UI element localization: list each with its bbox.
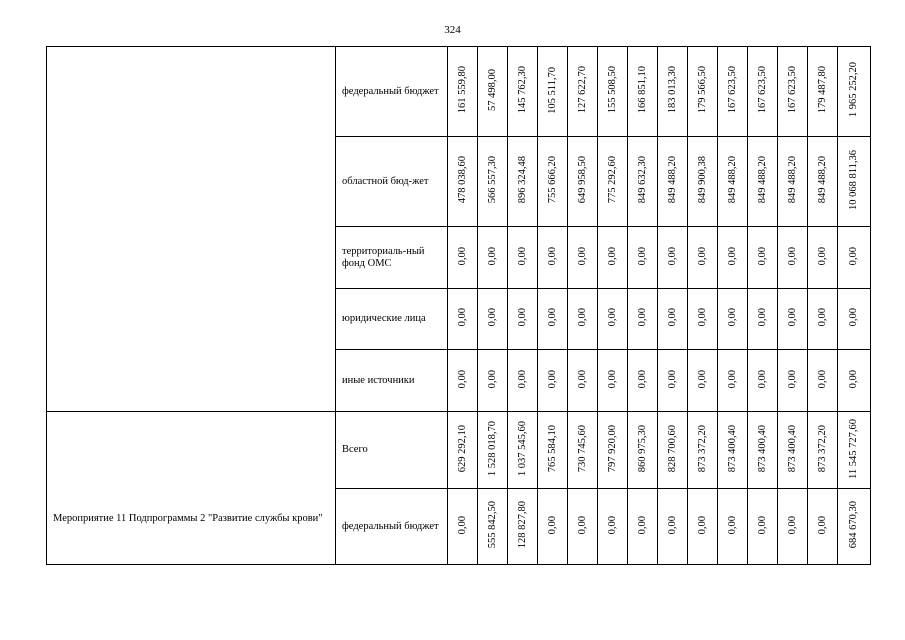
value-text: 0,00 bbox=[486, 369, 498, 389]
value-text: 0,00 bbox=[786, 246, 798, 266]
page-number: 324 bbox=[444, 24, 461, 36]
value-text: 0,00 bbox=[786, 308, 798, 327]
value-text: 0,00 bbox=[456, 246, 468, 266]
value-cell bbox=[808, 227, 838, 289]
value-text: 0,00 bbox=[516, 246, 528, 266]
value-text: 127 622,70 bbox=[576, 66, 588, 114]
value-text: 1 528 018,70 bbox=[486, 420, 498, 477]
value-cell bbox=[478, 489, 508, 565]
value-text: 0,00 bbox=[516, 369, 528, 389]
value-text: 105 511,70 bbox=[546, 66, 558, 114]
value-text: 730 745,60 bbox=[576, 424, 588, 473]
value-text: 11 545 727,60 bbox=[848, 418, 859, 479]
value-text: 0,00 bbox=[606, 308, 618, 327]
funding-source-label: федеральный бюджет bbox=[342, 520, 439, 532]
value-text: 179 566,50 bbox=[696, 66, 708, 114]
value-cell bbox=[568, 412, 598, 489]
value-text: 167 623,50 bbox=[786, 66, 798, 114]
value-text: 1 965 252,20 bbox=[848, 62, 859, 118]
value-text: 0,00 bbox=[546, 308, 558, 327]
table-row bbox=[47, 47, 871, 137]
value-text: 849 632,30 bbox=[636, 156, 648, 204]
value-text: 849 488,20 bbox=[816, 156, 828, 204]
value-text: 0,00 bbox=[816, 515, 828, 535]
value-cell bbox=[598, 489, 628, 565]
value-text: 0,00 bbox=[546, 369, 558, 389]
value-cell bbox=[448, 412, 478, 489]
value-text: 849 488,20 bbox=[666, 156, 678, 204]
value-text: 873 400,40 bbox=[726, 424, 738, 473]
value-cell bbox=[718, 137, 748, 227]
funding-source-label: территориаль-ный фонд ОМС bbox=[342, 245, 425, 269]
value-text: 167 623,50 bbox=[726, 66, 738, 114]
value-cell bbox=[448, 350, 478, 412]
value-cell bbox=[838, 47, 871, 137]
value-text: 145 762,30 bbox=[516, 66, 528, 114]
value-cell bbox=[628, 489, 658, 565]
value-cell bbox=[838, 489, 871, 565]
value-text: 0,00 bbox=[636, 246, 648, 266]
value-cell bbox=[448, 489, 478, 565]
value-text: 849 488,20 bbox=[726, 156, 738, 204]
value-text: 0,00 bbox=[606, 246, 618, 266]
value-text: 0,00 bbox=[606, 515, 618, 535]
funding-source-cell bbox=[336, 289, 448, 350]
value-cell bbox=[658, 47, 688, 137]
value-text: 860 975,30 bbox=[636, 424, 648, 473]
funding-source-cell bbox=[336, 350, 448, 412]
value-text: 0,00 bbox=[576, 369, 588, 389]
funding-source-cell bbox=[336, 137, 448, 227]
value-text: 0,00 bbox=[456, 515, 468, 535]
value-cell bbox=[658, 412, 688, 489]
value-cell bbox=[568, 47, 598, 137]
table-row bbox=[47, 412, 871, 489]
value-cell bbox=[718, 289, 748, 350]
value-text: 0,00 bbox=[786, 369, 798, 389]
value-cell bbox=[658, 350, 688, 412]
value-cell bbox=[598, 47, 628, 137]
value-text: 873 372,20 bbox=[816, 424, 828, 473]
value-text: 0,00 bbox=[576, 308, 588, 327]
value-cell bbox=[598, 227, 628, 289]
value-cell bbox=[658, 489, 688, 565]
value-text: 0,00 bbox=[636, 515, 648, 535]
value-cell bbox=[808, 350, 838, 412]
value-text: 0,00 bbox=[636, 369, 648, 389]
event-cell bbox=[47, 47, 336, 412]
value-text: 0,00 bbox=[546, 246, 558, 266]
value-text: 57 498,00 bbox=[486, 69, 498, 111]
value-cell bbox=[778, 47, 808, 137]
value-cell bbox=[658, 289, 688, 350]
value-cell bbox=[568, 137, 598, 227]
value-cell bbox=[478, 227, 508, 289]
value-cell bbox=[718, 47, 748, 137]
value-cell bbox=[748, 47, 778, 137]
value-cell bbox=[688, 489, 718, 565]
value-cell bbox=[718, 489, 748, 565]
value-text: 849 488,20 bbox=[786, 156, 798, 204]
value-text: 0,00 bbox=[726, 369, 738, 389]
value-text: 166 851,10 bbox=[636, 66, 648, 114]
value-text: 0,00 bbox=[456, 369, 468, 389]
value-cell bbox=[478, 412, 508, 489]
value-text: 0,00 bbox=[576, 515, 588, 535]
value-text: 1 037 545,60 bbox=[516, 420, 528, 477]
value-cell bbox=[748, 289, 778, 350]
value-cell bbox=[628, 350, 658, 412]
value-cell bbox=[538, 489, 568, 565]
funding-source-label: федеральный бюджет bbox=[342, 85, 439, 97]
value-cell bbox=[508, 47, 538, 137]
funding-source-cell bbox=[336, 489, 448, 565]
value-text: 0,00 bbox=[848, 308, 859, 327]
value-cell bbox=[778, 137, 808, 227]
value-text: 167 623,50 bbox=[756, 66, 768, 114]
value-cell bbox=[478, 137, 508, 227]
funding-source-label: иные источники bbox=[342, 374, 415, 386]
value-cell bbox=[508, 350, 538, 412]
funding-table bbox=[46, 46, 871, 565]
value-cell bbox=[778, 412, 808, 489]
value-text: 0,00 bbox=[486, 308, 498, 327]
value-cell bbox=[448, 227, 478, 289]
value-cell bbox=[628, 47, 658, 137]
value-text: 0,00 bbox=[696, 308, 708, 327]
value-cell bbox=[538, 350, 568, 412]
value-cell bbox=[838, 137, 871, 227]
value-cell bbox=[838, 350, 871, 412]
event-cell bbox=[47, 412, 336, 565]
value-text: 755 666,20 bbox=[546, 156, 558, 204]
value-text: 0,00 bbox=[516, 308, 528, 327]
value-text: 0,00 bbox=[816, 308, 828, 327]
value-text: 649 958,50 bbox=[576, 156, 588, 204]
value-cell bbox=[568, 350, 598, 412]
value-cell bbox=[628, 289, 658, 350]
value-text: 566 557,30 bbox=[486, 156, 498, 204]
value-cell bbox=[508, 489, 538, 565]
value-cell bbox=[508, 227, 538, 289]
value-text: 765 584,10 bbox=[546, 424, 558, 473]
value-cell bbox=[808, 289, 838, 350]
value-cell bbox=[568, 289, 598, 350]
value-text: 828 700,60 bbox=[666, 424, 678, 473]
value-cell bbox=[538, 47, 568, 137]
value-cell bbox=[748, 489, 778, 565]
value-text: 0,00 bbox=[816, 369, 828, 389]
value-cell bbox=[658, 227, 688, 289]
value-text: 797 920,00 bbox=[606, 424, 618, 473]
funding-source-cell bbox=[336, 412, 448, 489]
value-cell bbox=[478, 47, 508, 137]
value-text: 555 842,50 bbox=[486, 501, 498, 549]
value-text: 684 670,30 bbox=[848, 501, 859, 549]
value-cell bbox=[718, 227, 748, 289]
value-cell bbox=[478, 289, 508, 350]
value-cell bbox=[688, 227, 718, 289]
value-cell bbox=[658, 137, 688, 227]
value-text: 0,00 bbox=[756, 308, 768, 327]
value-cell bbox=[808, 47, 838, 137]
value-text: 0,00 bbox=[696, 369, 708, 389]
value-cell bbox=[688, 412, 718, 489]
value-text: 179 487,80 bbox=[816, 66, 828, 114]
value-cell bbox=[598, 289, 628, 350]
value-text: 0,00 bbox=[636, 308, 648, 327]
value-cell bbox=[478, 350, 508, 412]
value-text: 0,00 bbox=[756, 246, 768, 266]
value-cell bbox=[448, 289, 478, 350]
value-text: 0,00 bbox=[726, 308, 738, 327]
value-text: 0,00 bbox=[666, 246, 678, 266]
value-text: 0,00 bbox=[848, 246, 859, 266]
value-cell bbox=[778, 289, 808, 350]
value-cell bbox=[688, 137, 718, 227]
value-cell bbox=[808, 489, 838, 565]
value-text: 896 324,48 bbox=[516, 156, 528, 204]
value-cell bbox=[808, 137, 838, 227]
value-cell bbox=[628, 412, 658, 489]
value-text: 0,00 bbox=[756, 515, 768, 535]
value-cell bbox=[508, 137, 538, 227]
value-cell bbox=[748, 227, 778, 289]
funding-source-label: областной бюд-жет bbox=[342, 175, 429, 187]
value-cell bbox=[598, 350, 628, 412]
value-cell bbox=[688, 289, 718, 350]
table-body bbox=[47, 47, 871, 565]
value-text: 0,00 bbox=[456, 308, 468, 327]
value-text: 0,00 bbox=[786, 515, 798, 535]
funding-source-cell bbox=[336, 227, 448, 289]
value-cell bbox=[538, 412, 568, 489]
value-text: 849 488,20 bbox=[756, 156, 768, 204]
funding-source-cell bbox=[336, 47, 448, 137]
value-text: 155 508,50 bbox=[606, 66, 618, 114]
value-text: 0,00 bbox=[816, 246, 828, 266]
value-cell bbox=[628, 137, 658, 227]
value-cell bbox=[838, 412, 871, 489]
value-text: 0,00 bbox=[486, 246, 498, 266]
value-cell bbox=[748, 412, 778, 489]
value-text: 0,00 bbox=[666, 308, 678, 327]
value-cell bbox=[568, 227, 598, 289]
event-label: Мероприятие 11 Подпрограммы 2 "Развитие службы крови" bbox=[53, 512, 323, 524]
value-cell bbox=[598, 137, 628, 227]
value-cell bbox=[568, 489, 598, 565]
value-text: 849 900,38 bbox=[696, 156, 708, 204]
value-cell bbox=[778, 489, 808, 565]
value-cell bbox=[448, 137, 478, 227]
value-text: 873 400,40 bbox=[786, 424, 798, 473]
value-text: 0,00 bbox=[848, 369, 859, 389]
value-text: 873 400,40 bbox=[756, 424, 768, 473]
value-cell bbox=[598, 412, 628, 489]
funding-source-label: юридические лица bbox=[342, 313, 426, 324]
value-text: 161 559,80 bbox=[456, 66, 468, 114]
value-text: 128 827,80 bbox=[516, 501, 528, 549]
value-cell bbox=[538, 289, 568, 350]
value-cell bbox=[688, 47, 718, 137]
value-text: 873 372,20 bbox=[696, 424, 708, 473]
value-text: 629 292,10 bbox=[456, 424, 468, 473]
value-text: 0,00 bbox=[666, 369, 678, 389]
value-cell bbox=[508, 289, 538, 350]
value-text: 183 013,30 bbox=[666, 66, 678, 114]
value-cell bbox=[538, 137, 568, 227]
value-cell bbox=[808, 412, 838, 489]
value-text: 0,00 bbox=[726, 515, 738, 535]
value-cell bbox=[718, 412, 748, 489]
funding-source-label: Всего bbox=[342, 444, 368, 455]
value-text: 0,00 bbox=[606, 369, 618, 389]
value-cell bbox=[748, 350, 778, 412]
value-cell bbox=[628, 227, 658, 289]
value-cell bbox=[778, 227, 808, 289]
value-cell bbox=[718, 350, 748, 412]
value-text: 10 068 811,36 bbox=[848, 150, 859, 210]
value-cell bbox=[838, 289, 871, 350]
value-cell bbox=[778, 350, 808, 412]
value-text: 0,00 bbox=[576, 246, 588, 266]
value-cell bbox=[748, 137, 778, 227]
value-text: 775 292,60 bbox=[606, 156, 618, 204]
value-text: 0,00 bbox=[726, 246, 738, 266]
value-cell bbox=[448, 47, 478, 137]
value-cell bbox=[688, 350, 718, 412]
value-text: 0,00 bbox=[696, 246, 708, 266]
value-cell bbox=[838, 227, 871, 289]
value-text: 0,00 bbox=[696, 515, 708, 535]
value-text: 0,00 bbox=[546, 515, 558, 535]
value-text: 0,00 bbox=[756, 369, 768, 389]
value-text: 478 038,60 bbox=[456, 156, 468, 204]
value-cell bbox=[538, 227, 568, 289]
value-cell bbox=[508, 412, 538, 489]
value-text: 0,00 bbox=[666, 515, 678, 535]
